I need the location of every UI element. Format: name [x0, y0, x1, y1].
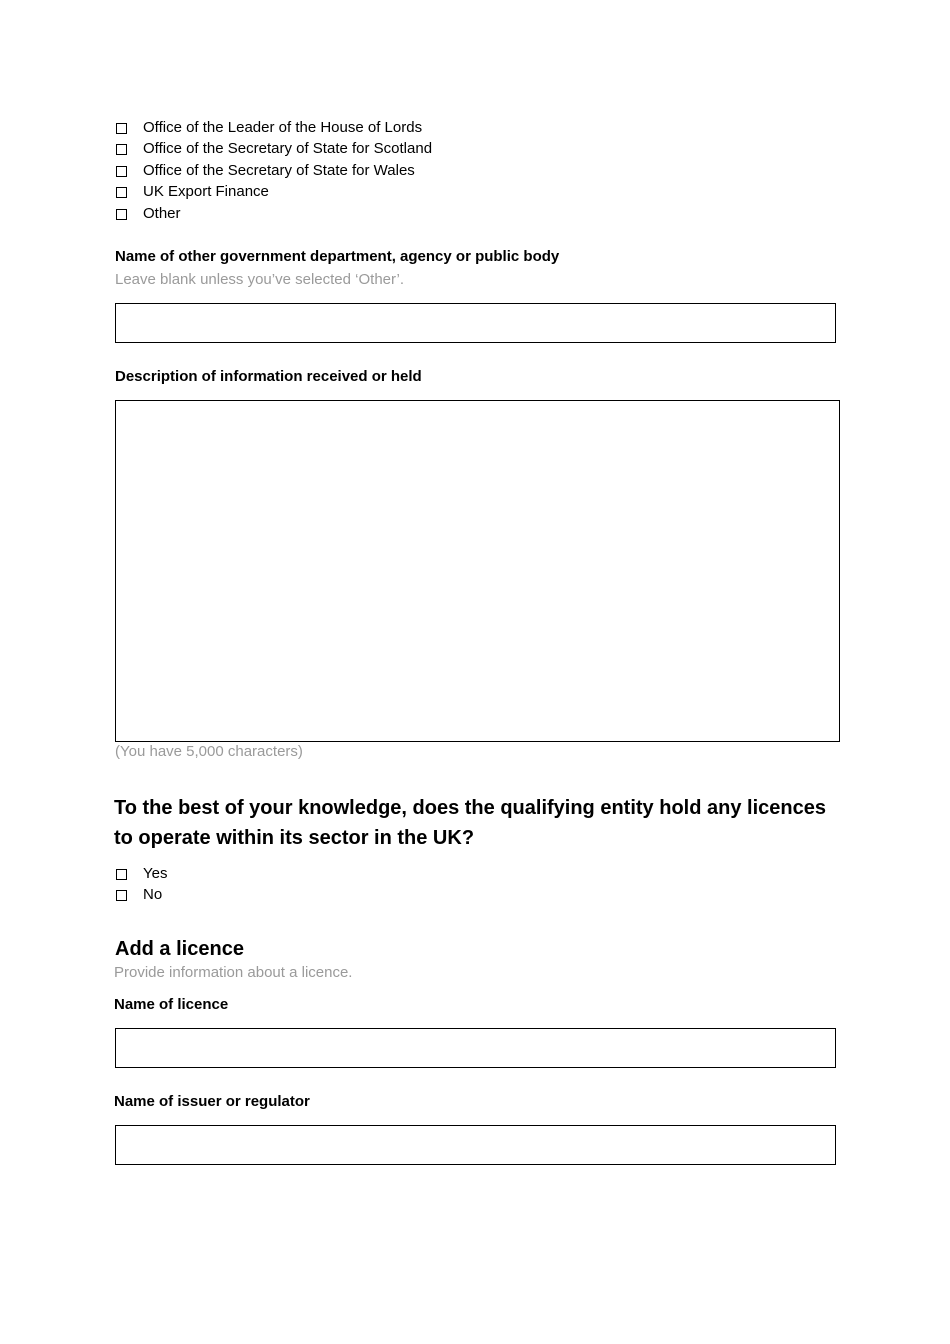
description-textarea[interactable]: [115, 400, 840, 742]
character-count: (You have 5,000 characters): [115, 743, 303, 760]
checkbox-option-yes[interactable]: [116, 864, 167, 884]
checkbox-label: Office of the Secretary of State for Scotland: [143, 140, 433, 157]
checkbox-label: No: [143, 886, 163, 903]
checkbox-label: Office of the Leader of the House of Lords: [143, 119, 423, 136]
checkbox-option-secretary-wales[interactable]: [116, 161, 415, 181]
checkbox[interactable]: [116, 209, 127, 220]
checkbox-option-secretary-scotland[interactable]: [116, 139, 432, 159]
licence-name-input[interactable]: [115, 1028, 836, 1068]
checkbox-label: Other: [143, 205, 181, 222]
checkbox-label: Yes: [143, 865, 168, 882]
add-licence-hint: Provide information about a licence.: [114, 964, 353, 981]
licence-question: To the best of your knowledge, does the qualifying entity hold any licences to operate within its sector in the UK?: [114, 797, 826, 849]
checkbox-label: UK Export Finance: [143, 183, 269, 200]
other-department-input[interactable]: [115, 303, 836, 343]
checkbox[interactable]: [116, 166, 127, 177]
checkbox[interactable]: [116, 890, 127, 901]
add-licence-heading: Add a licence: [115, 938, 244, 960]
checkbox[interactable]: [116, 144, 127, 155]
issuer-name-label: Name of issuer or regulator: [114, 1093, 310, 1110]
checkbox-option-other[interactable]: [116, 204, 181, 224]
checkbox[interactable]: [116, 123, 127, 134]
issuer-name-input[interactable]: [115, 1125, 836, 1165]
checkbox[interactable]: [116, 187, 127, 198]
other-department-label: Name of other government department, agency or public body: [115, 248, 560, 265]
checkbox[interactable]: [116, 869, 127, 880]
checkbox-option-uk-export-finance[interactable]: [116, 182, 269, 202]
checkbox-label: Office of the Secretary of State for Wales: [143, 162, 415, 179]
other-department-hint: Leave blank unless you’ve selected ‘Other’.: [115, 271, 405, 288]
checkbox-option-no[interactable]: [116, 885, 162, 905]
checkbox-option-leader-house-of-lords[interactable]: [116, 118, 422, 138]
description-label: Description of information received or held: [115, 368, 422, 385]
licence-name-label: Name of licence: [114, 996, 229, 1013]
